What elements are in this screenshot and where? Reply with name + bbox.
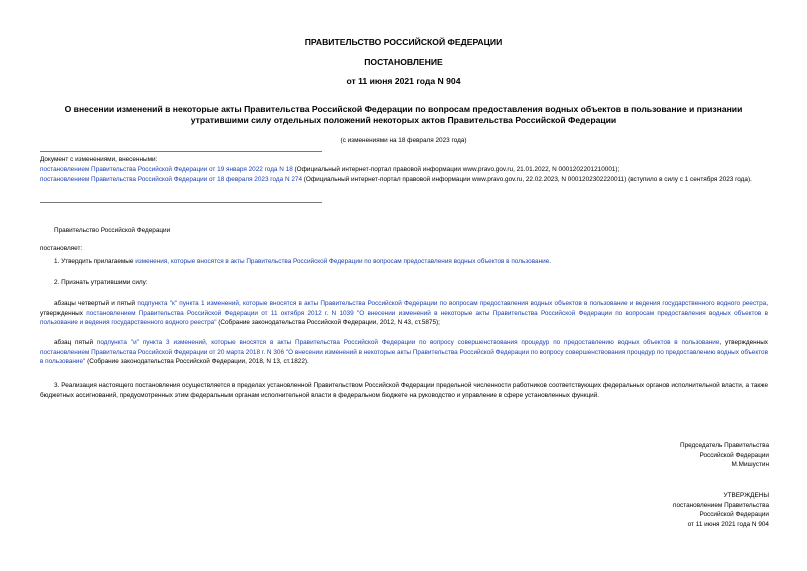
subparagraph-k-link[interactable]: подпункта "к" пункта 1 изменений, которые вносятся в акты Правительства Российской Федерации по вопросам предоставления водных объектов в пользование и ведения государственного водного реестра bbox=[137, 300, 767, 307]
paragraph-4-end: (Собрание законодательства Российской Федерации, 2018, N 13, ст.1822). bbox=[85, 358, 309, 365]
paragraph-3-start: абзацы четвертый и пятый bbox=[54, 300, 138, 307]
signature-country: Российской Федерации bbox=[699, 451, 769, 459]
paragraph-4 bbox=[40, 338, 768, 367]
amendment-link-2023[interactable]: постановлением Правительства Российской Федерации от 18 февраля 2023 года N 274 bbox=[40, 176, 303, 183]
approved-heading: УТВЕРЖДЕНЫ bbox=[723, 492, 769, 499]
government-line: Правительство Российской Федерации bbox=[54, 227, 171, 234]
changes-intro: Документ с изменениями, внесенными: bbox=[40, 156, 158, 163]
government-heading: ПРАВИТЕЛЬСТВО РОССИЙСКОЙ ФЕДЕРАЦИИ bbox=[304, 37, 503, 47]
paragraph-2: 2. Признать утратившими силу: bbox=[54, 279, 148, 286]
changes-item-2-text: (Официальный интернет-портал правовой информации www.pravo.gov.ru, 22.02.2023, N 0001202302220011) (вступило в силу с 1 сентября 2023 года). bbox=[302, 176, 752, 183]
paragraph-4-start: абзац пятый bbox=[54, 339, 97, 346]
paragraph-4-mid: , утвержденных bbox=[719, 339, 768, 346]
changes-bottom-divider bbox=[40, 202, 322, 203]
amendment-link-2022[interactable]: постановлением Правительства Российской Федерации от 19 января 2022 года N 18 bbox=[40, 166, 293, 173]
paragraph-3-end: (Собрание законодательства Российской Федерации, 2012, N 43, ст.5875); bbox=[216, 319, 440, 326]
paragraph-1-start: 1. Утвердить прилагаемые bbox=[54, 258, 136, 265]
approved-country: Российской Федерации bbox=[699, 511, 769, 519]
approved-by: постановлением Правительства bbox=[673, 501, 769, 509]
document-title: О внесении изменений в некоторые акты Правительства Российской Федерации по вопросам предоставления водных объектов в пользование и признании утратившими силу отдельных положений некоторых актов Правительства Российской Федерации bbox=[64, 104, 743, 125]
paragraph-1 bbox=[54, 257, 768, 267]
subparagraph-i-link[interactable]: подпункта "и" пункта 3 изменений, которые вносятся в акты Правительства Российской Федерации по вопросу совершенствования процедур по предоставлению водных объектов в пользование bbox=[96, 339, 720, 346]
decrees-line: постановляет: bbox=[40, 245, 83, 252]
changes-top-divider bbox=[40, 151, 322, 152]
decree-1039-link[interactable]: постановлением Правительства Российской Федерации от 11 октября 2012 г. N 1039 "О внесении изменений в некоторые акты Правительства Российской Федерации по вопросам предоставления водных объектов в пользование и ведения государственного водного реестра" bbox=[40, 309, 768, 326]
approved-changes-link[interactable]: изменения, которые вносятся в акты Правительства Российской Федерации по вопросам предоставления водных объектов в пользование bbox=[135, 258, 550, 265]
approved-date: от 11 июня 2021 года N 904 bbox=[687, 520, 769, 528]
document-type: ПОСТАНОВЛЕНИЕ bbox=[364, 57, 443, 67]
changes-item-1 bbox=[40, 165, 768, 175]
changes-item-1-text: (Официальный интернет-портал правовой информации www.pravo.gov.ru, 21.01.2022, N 0001202201210001); bbox=[292, 166, 620, 173]
signature-block bbox=[680, 441, 769, 470]
signature-name: М.Мишустин bbox=[731, 461, 769, 469]
changes-item-2 bbox=[40, 175, 768, 185]
paragraph-3-mid: , утвержденных bbox=[40, 300, 768, 317]
revision-note: (с изменениями на 18 февраля 2023 года) bbox=[340, 137, 467, 144]
signature-position: Председатель Правительства bbox=[680, 442, 769, 449]
approved-block bbox=[673, 491, 769, 529]
document-date-number: от 11 июня 2021 года N 904 bbox=[346, 76, 461, 86]
paragraph-5: 3. Реализация настоящего постановления осуществляется в пределах установленной Правительством Российской Федерации предельной численности работников соответствующих федеральных органов исполнительной власти, а также бюджетных ассигнований, предусмотренных этим федеральным органам исполнительной власти в федеральном бюджете на руководство и управление в сфере установленных функций. bbox=[40, 382, 768, 399]
decree-306-link[interactable]: постановлением Правительства Российской Федерации от 20 марта 2018 г. N 306 "О внесении изменений в некоторые акты Правительства Российской Федерации по вопросу совершенствования процедур по предоставлению водных объектов в пользование" bbox=[40, 348, 768, 365]
paragraph-1-end: . bbox=[549, 258, 552, 265]
paragraph-3 bbox=[40, 299, 768, 328]
